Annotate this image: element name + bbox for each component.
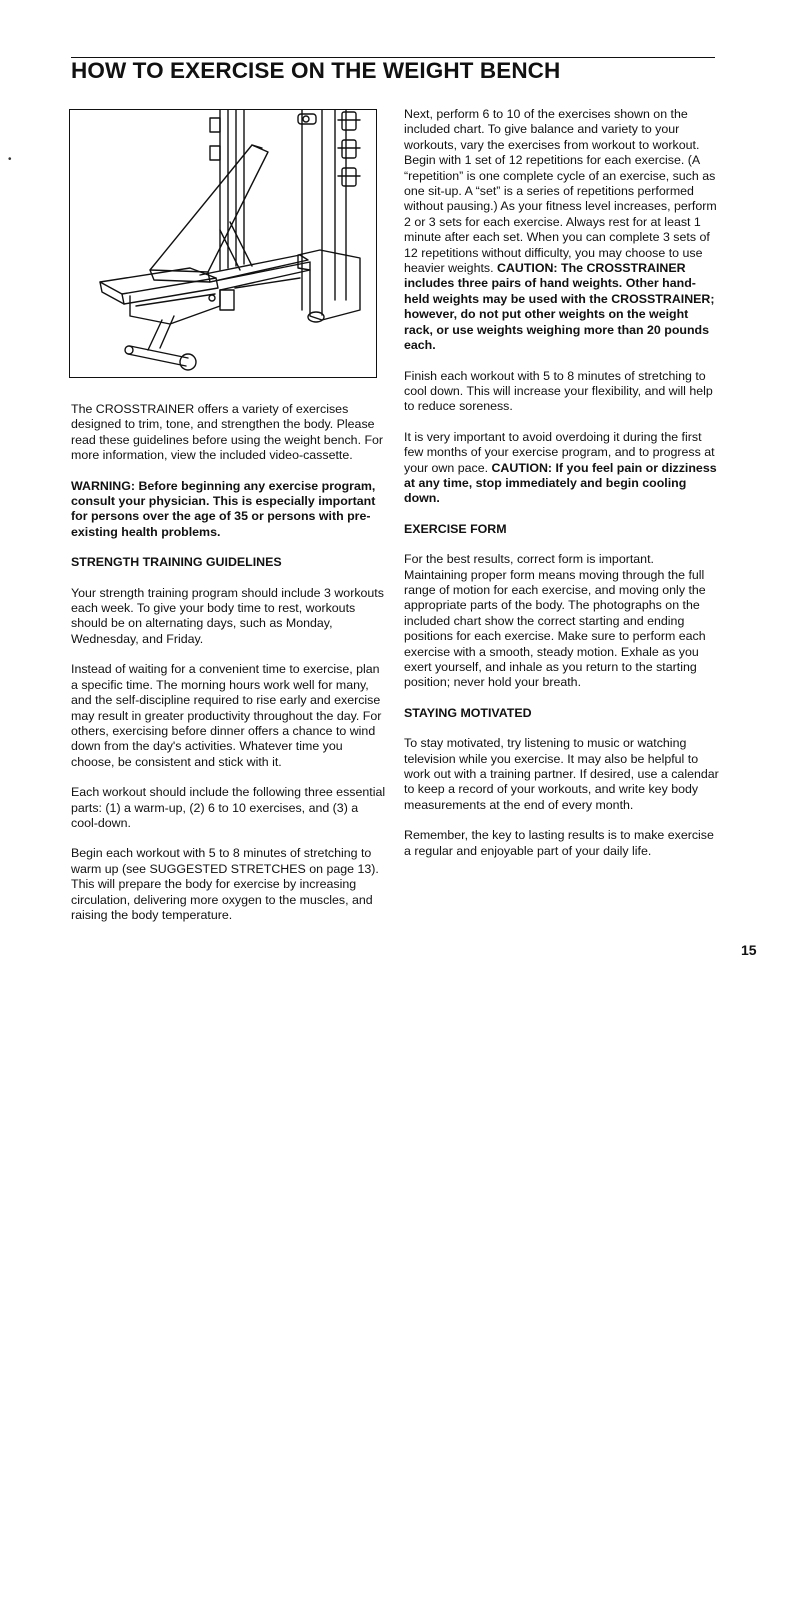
right-column: [404, 107, 720, 874]
closing-paragraph: Remember, the key to lasting results is to make exercise a regular and enjoyable part of your daily life.: [404, 828, 714, 858]
scan-speck: •: [8, 154, 12, 165]
schedule-paragraph: Instead of waiting for a convenient time to exercise, plan a specific time. The morning hours work well for many, and the self-discipline required to rise early and exercise may result in greater productivity throughout the day. For others, exercising before dinner offers a chance to wind down from the day's activities. Whatever time you choose, be consistent and stick with it.: [71, 662, 382, 769]
pace-paragraph: [404, 430, 720, 507]
sets-paragraph: [404, 107, 720, 354]
intro-paragraph: The CROSSTRAINER offers a variety of exercises designed to trim, tone, and strengthen the body. Please read these guidelines before using the weight bench. For more information, view the included video-cassette.: [71, 402, 384, 463]
section-heading-motivated: STAYING MOTIVATED: [404, 705, 532, 720]
dizziness-caution: CAUTION: If you feel pain or dizziness at any time, stop immediately and begin cooling down.: [404, 460, 717, 506]
pace-text: It is very important to avoid overdoing it during the first few months of your exercise program, and to progress at your own pace.: [404, 429, 715, 475]
workout-parts-paragraph: Each workout should include the following three essential parts: (1) a warm-up, (2) 6 to 10 exercises, and (3) a cool-down.: [71, 785, 386, 830]
weight-bench-illustration: [69, 109, 377, 378]
workouts-paragraph: Your strength training program should include 3 workouts each week. To give your body time to rest, workouts should be on alternating days, such as Monday, Wednesday, and Friday.: [71, 585, 384, 646]
page-title: HOW TO EXERCISE ON THE WEIGHT BENCH: [71, 58, 561, 83]
sets-text: Next, perform 6 to 10 of the exercises shown on the included chart. To give balance and variety to your workouts, vary the exercises from workout to workout. Begin with 1 set of 12 repetitions for each exercise. (A “repetition” is one complete cycle of an exercise, such as one sit-up. A “set” is a series of repetitions performed without pausing.) As your fitness level increases, perform 2 or 3 sets for each exercise. Always rest for at least 1 minute after each set. When you can complete 3 sets of 12 repetitions without difficulty, you may choose to use heavier weights.: [404, 107, 717, 276]
warning-paragraph: WARNING: Before beginning any exercise program, consult your physician. This is especially important for persons over the age of 35 or persons with pre-existing health problems.: [71, 478, 376, 539]
cooldown-paragraph: Finish each workout with 5 to 8 minutes of stretching to cool down. This will increase your flexibility, and will help to reduce soreness.: [404, 368, 713, 414]
motivation-paragraph: To stay motivated, try listening to music or watching television while you exercise. It may also be helpful to work out with a training partner. If desired, use a calendar to keep a record of your workouts, and write key body measurements at the end of every month.: [404, 736, 719, 812]
section-heading-form: EXERCISE FORM: [404, 521, 507, 536]
weights-caution: CAUTION: The CROSSTRAINER includes three pairs of hand weights. Other hand-held weights may be used with the CROSSTRAINER; however, do not put other weights on the weight rack, or use weights weighing more than 20 pounds each.: [404, 261, 715, 353]
warmup-paragraph: Begin each workout with 5 to 8 minutes of stretching to warm up (see SUGGESTED STRETCHES on page 13). This will prepare the body for exercise by increasing circulation, delivering more oxygen to the muscles, and raising the body temperature.: [71, 846, 379, 922]
form-paragraph: For the best results, correct form is important. Maintaining proper form means moving through the full range of motion for each exercise, and moving only the appropriate parts of the body. The photographs on the included chart show the correct starting and ending positions for each exercise. Make sure to perform each exercise with a smooth, steady motion. Exhale as you exert yourself, and inhale as you return to the starting position; never hold your breath.: [404, 552, 706, 690]
section-heading-strength: STRENGTH TRAINING GUIDELINES: [71, 555, 282, 570]
left-column: [71, 402, 387, 938]
page-number: 15: [741, 942, 757, 958]
